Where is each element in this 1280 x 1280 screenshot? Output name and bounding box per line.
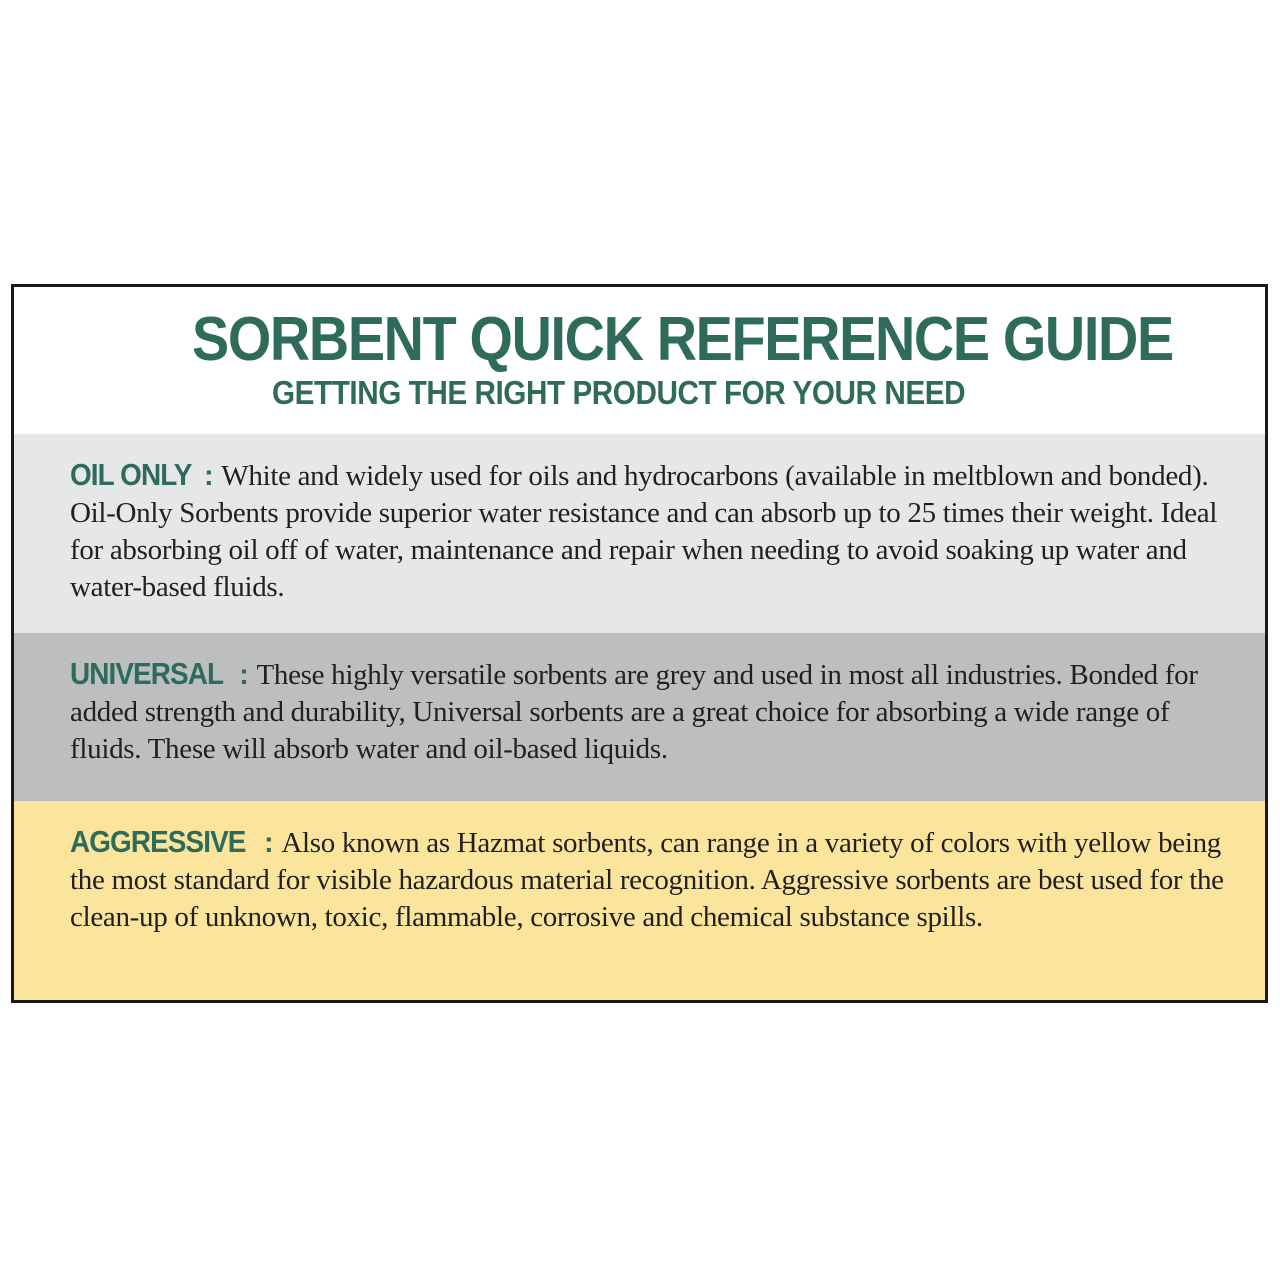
section-aggressive-colon: : bbox=[263, 827, 274, 859]
section-oil-only-text bbox=[70, 456, 1225, 606]
section-aggressive-label: AGGRESSIVE bbox=[70, 824, 246, 859]
section-universal-description: These highly versatile sorbents are grey and used in most all industries. Bonded for added strength and durability, Universal sorbents are a great choice for absorbing a wide range of fluids. These will absorb water and oil-based liquids. bbox=[70, 659, 1198, 765]
section-universal-colon: : bbox=[239, 659, 249, 691]
section-aggressive bbox=[14, 801, 1265, 1000]
section-oil-only-description: White and widely used for oils and hydrocarbons (available in meltblown and bonded). Oil-Only Sorbents provide superior water resistance and can absorb up to 25 times their weight. Ideal for absorbing oil off of water, maintenance and repair when needing to avoid soaking up water and water-based fluids. bbox=[70, 460, 1218, 603]
section-oil-only-colon: : bbox=[203, 460, 214, 492]
section-aggressive-text bbox=[70, 823, 1225, 936]
section-universal-text bbox=[70, 655, 1225, 768]
guide-subtitle: GETTING THE RIGHT PRODUCT FOR YOUR NEED bbox=[272, 374, 966, 411]
section-universal-label: UNIVERSAL bbox=[70, 656, 224, 691]
section-oil-only-label: OIL ONLY bbox=[70, 457, 192, 492]
guide-title: SORBENT QUICK REFERENCE GUIDE bbox=[192, 305, 1173, 374]
sorbent-guide-card bbox=[11, 284, 1268, 1003]
section-universal bbox=[14, 633, 1265, 801]
section-oil-only bbox=[14, 434, 1265, 633]
guide-header bbox=[14, 287, 1265, 434]
section-aggressive-description: Also known as Hazmat sorbents, can range in a variety of colors with yellow being the most standard for visible hazardous material recognition. Aggressive sorbents are best used for the clean-up of unknown, toxic, flammable, corrosive and chemical substance spills. bbox=[70, 827, 1224, 933]
